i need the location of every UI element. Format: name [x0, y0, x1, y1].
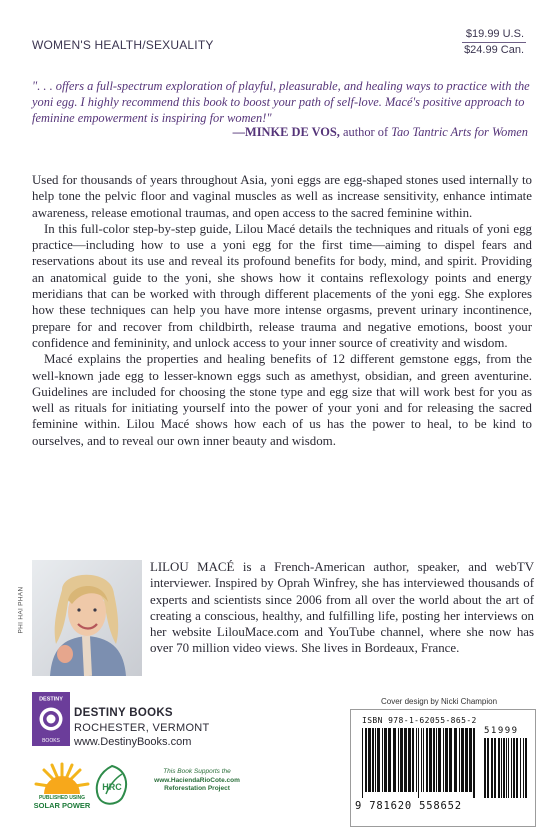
solar-power-logo [30, 758, 94, 820]
barcode-bar [404, 728, 407, 792]
barcode-addon-bar [501, 738, 502, 798]
book-description [32, 172, 532, 449]
endorser-book-title: Tao Tantric Arts for Women [391, 125, 528, 139]
barcode-bar [388, 728, 391, 792]
publisher-location: ROCHESTER, VERMONT [74, 722, 210, 734]
reforest-line-3: Reforestation Project [164, 785, 230, 792]
barcode-addon-bar [508, 738, 509, 798]
barcode-bar [372, 728, 374, 792]
endorsement-quote: ". . . offers a full-spectrum exploration of playful, pleasurable, and healing ways to practice with the yoni egg. I highly recommend this book to boost your path of self-love. Macé's positive approach to feminine empowerment is inspiring for women!" [32, 79, 530, 125]
price-can: $24.99 Can. [464, 44, 524, 56]
photo-credit-text: PHI HAI PHAN [17, 586, 25, 634]
barcode-bar [408, 728, 411, 792]
barcode-digits: 9 781620 558652 [355, 800, 462, 812]
destiny-books-logo [32, 692, 70, 746]
price-block [462, 27, 526, 58]
barcode-bar [429, 728, 432, 792]
hrc-logo [92, 764, 132, 808]
barcode-addon-digits: 51999 [484, 726, 519, 736]
sun-icon [30, 758, 94, 798]
reforest-line-2: www.HaciendaRioCote.com [154, 776, 240, 784]
solar-power-text [26, 795, 98, 810]
barcode-bar [421, 728, 422, 792]
endorser-role: author of [339, 125, 392, 139]
description-paragraph-3: Macé explains the properties and healing benefits of 12 different gemstone eggs, from the well-known jade egg to lesser-known eggs such as amethyst, obsidian, and green aventurine. Guidelines are included for choosing the stone type and egg size that will work best for you as well as rituals for initiating yourself into the power of your yoni and for releasing the sacred feminine within. Lilou Macé shows how each of us has the power to heal, to be kind to ourselves, and to reveal our own inner beauty and wisdom. [32, 352, 532, 448]
barcode-bar [433, 728, 435, 792]
barcode-addon-bar [494, 738, 496, 798]
barcode-bar [398, 728, 399, 792]
barcode [362, 728, 530, 805]
barcode-bar [449, 728, 452, 792]
barcode-bar [384, 728, 387, 792]
destiny-logo-icon [32, 692, 70, 746]
reforestation-text [142, 768, 252, 794]
barcode-addon-bar [487, 738, 489, 798]
photo-credit [16, 565, 26, 635]
barcode-bar [445, 728, 448, 792]
barcode-bar [438, 728, 441, 792]
barcode-bar [412, 728, 414, 792]
barcode-addon-bar [511, 738, 512, 798]
publisher-name: DESTINY BOOKS [74, 707, 173, 719]
barcode-bar [382, 728, 383, 792]
isbn-text: ISBN 978-1-62055-865-2 [362, 716, 477, 725]
barcode-bar [400, 728, 403, 792]
barcode-bar [426, 728, 428, 792]
endorsement-attribution [233, 125, 528, 140]
barcode-bar [461, 728, 464, 792]
reforest-line-1: This Book Supports the [163, 768, 231, 775]
barcode-addon-bar [491, 738, 493, 798]
barcode-addon-bar [516, 738, 518, 798]
barcode-bar [443, 728, 444, 792]
barcode-bar [473, 728, 475, 798]
author-portrait-illustration [32, 560, 142, 676]
barcode-addon-bar [520, 738, 521, 798]
publisher-url[interactable]: www.DestinyBooks.com [74, 736, 192, 748]
barcode-bar [362, 728, 363, 798]
barcode-bar [469, 728, 472, 792]
solar-big-text: SOLAR POWER [33, 801, 91, 810]
barcode-bar [423, 728, 424, 792]
solar-small-text: PUBLISHED USING [38, 795, 86, 801]
barcode-addon-bar [525, 738, 527, 798]
barcode-bar [454, 728, 457, 792]
barcode-addon-bar [498, 738, 500, 798]
cover-design-credit: Cover design by Nicki Champion [381, 697, 498, 706]
logo-bottom-text: BOOKS [42, 738, 60, 744]
hrc-logo-text: HRC [102, 782, 122, 792]
description-paragraph-1: Used for thousands of years throughout Asia, yoni eggs are egg-shaped stones used internally to help tone the pelvic floor and vaginal muscles as well as increase sensitivity, enhance intimate awareness, release emotional traumas, and open access to the sacred feminine within. [32, 173, 532, 220]
barcode-addon-bar [506, 738, 507, 798]
barcode-bar [465, 728, 468, 792]
barcode-bar [459, 728, 460, 792]
category-label: WOMEN'S HEALTH/SEXUALITY [32, 38, 214, 52]
price-us: $19.99 U.S. [462, 27, 526, 43]
barcode-bar [368, 728, 371, 792]
barcode-bars [362, 728, 530, 800]
barcode-addon-bar [513, 738, 515, 798]
description-paragraph-2: In this full-color step-by-step guide, Lilou Macé details the techniques and rituals of yoni egg practice—including how to use a yoni egg for the first time—aiming to dispel fears and reservations about its use and reveal its profound benefits for body, mind, and spirit. Providing an anatomical guide to the yoni, she shows how it contains reflexology points and energy meridians that can be worked with through different placements of the yoni egg. She explores how these techniques can help you have more intense orgasms, prevent urinary incontinence, prepare for and recover from childbirth, release trauma and negative emotions, boost your confidence and femininity, and unlock access to your inner source of creativity and wisdom. [32, 221, 532, 350]
barcode-addon-bar [503, 738, 505, 798]
barcode-addon-bar [484, 738, 486, 798]
author-photo [32, 560, 142, 676]
barcode-bar [377, 728, 380, 792]
barcode-addon-bar [523, 738, 524, 798]
logo-top-text: DESTINY [39, 696, 63, 703]
barcode-bar [436, 728, 437, 792]
barcode-bar [418, 728, 419, 798]
barcode-bar [416, 728, 417, 792]
barcode-bar [365, 728, 367, 792]
barcode-bar [375, 728, 376, 792]
barcode-bar [393, 728, 396, 792]
author-bio: LILOU MACÉ is a French-American author, speaker, and webTV interviewer. Inspired by Oprah Winfrey, she has interviewed thousands of experts and scientists since 2006 from all over the world about the art of creating a conscious, healthy, and fulfilling life, posting her interviews on her website LilouMace.com and YouTube channel, where she now has over 70 million video views. She lives in Bordeaux, France. [150, 560, 534, 656]
endorser-name: —MINKE DE VOS, [232, 125, 340, 139]
leaf-icon [92, 764, 132, 808]
